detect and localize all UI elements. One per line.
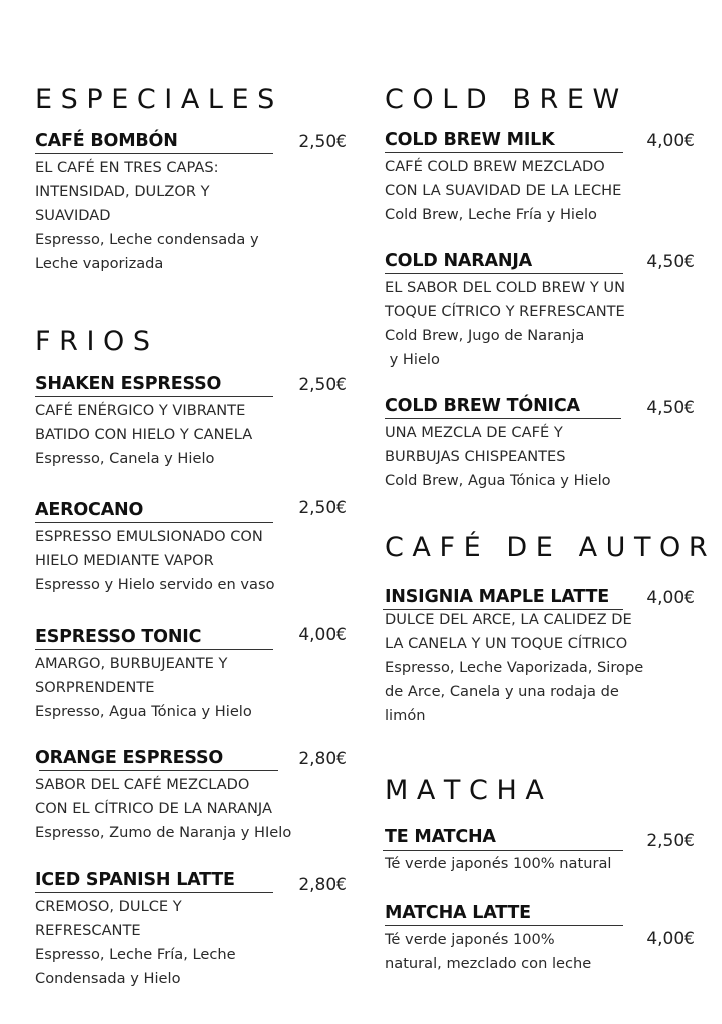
menu-item-espresso-tonic xyxy=(35,626,347,724)
item-description xyxy=(385,608,695,728)
item-underline xyxy=(385,273,623,274)
item-price: 4,00€ xyxy=(646,131,695,151)
description-line: INTENSIDAD, DULZOR Y xyxy=(35,183,210,200)
menu-item-cafe-bombon xyxy=(35,130,347,276)
ingredients-line: Espresso, Zumo de Naranja y HIelo xyxy=(35,824,292,841)
item-name: COLD BREW TÓNICA xyxy=(385,396,580,416)
description-line: EL CAFÉ EN TRES CAPAS: xyxy=(35,159,219,176)
item-name: SHAKEN ESPRESSO xyxy=(35,374,222,394)
ingredients-line: Espresso y Hielo servido en vaso xyxy=(35,576,275,593)
description-line: LA CANELA Y UN TOQUE CÍTRICO xyxy=(385,635,628,652)
description-line: CON EL CÍTRICO DE LA NARANJA xyxy=(35,800,272,817)
menu-item-aerocano xyxy=(35,499,347,597)
menu-item-cold-brew-milk xyxy=(385,129,695,227)
item-underline xyxy=(39,770,278,771)
item-name: CAFÉ BOMBÓN xyxy=(35,131,178,151)
item-price: 2,50€ xyxy=(646,831,695,851)
description-line: SABOR DEL CAFÉ MEZCLADO xyxy=(35,776,250,793)
description-line: TOQUE CÍTRICO Y REFRESCANTE xyxy=(385,303,625,320)
item-underline xyxy=(385,925,623,926)
item-description xyxy=(35,895,347,991)
menu-item-matcha-latte xyxy=(385,902,695,976)
description-line: EL SABOR DEL COLD BREW Y UN xyxy=(385,279,626,296)
ingredients-line: Espresso, Leche Vaporizada, Sirope xyxy=(385,659,644,676)
item-name: MATCHA LATTE xyxy=(385,903,531,923)
item-description xyxy=(385,852,695,876)
item-price: 2,50€ xyxy=(298,498,347,518)
description-line: Té verde japonés 100% natural xyxy=(385,855,612,872)
item-underline xyxy=(35,522,273,523)
ingredients-line: Espresso, Agua Tónica y Hielo xyxy=(35,703,252,720)
menu-item-insignia-maple-latte xyxy=(385,586,695,728)
item-name: COLD BREW MILK xyxy=(385,130,555,150)
ingredients-line: de Arce, Canela y una rodaja de xyxy=(385,683,619,700)
item-description xyxy=(35,773,347,845)
item-underline xyxy=(35,396,273,397)
ingredients-line: y Hielo xyxy=(385,351,440,368)
item-name: COLD NARANJA xyxy=(385,251,532,271)
item-underline xyxy=(383,609,623,610)
description-line: DULCE DEL ARCE, LA CALIDEZ DE xyxy=(385,611,632,628)
item-price: 2,80€ xyxy=(298,875,347,895)
item-price: 4,50€ xyxy=(646,398,695,418)
ingredients-line: Cold Brew, Leche Fría y Hielo xyxy=(385,206,597,223)
description-line: SUAVIDAD xyxy=(35,207,111,224)
ingredients-line: limón xyxy=(385,707,426,724)
menu-item-te-matcha xyxy=(385,826,695,876)
item-name: AEROCANO xyxy=(35,500,144,520)
menu-item-cold-brew-tonica xyxy=(385,395,695,493)
item-name: ESPRESSO TONIC xyxy=(35,627,202,647)
item-underline xyxy=(383,850,623,851)
item-price: 2,50€ xyxy=(298,132,347,152)
section-title-cold-brew: C O L D B R E W xyxy=(385,84,620,115)
ingredients-line: Condensada y Hielo xyxy=(35,970,181,987)
ingredients-line: Cold Brew, Jugo de Naranja xyxy=(385,327,585,344)
menu-item-shaken-espresso xyxy=(35,373,347,471)
item-price: 4,50€ xyxy=(646,252,695,272)
description-line: ESPRESSO EMULSIONADO CON xyxy=(35,528,263,545)
description-line: REFRESCANTE xyxy=(35,922,141,939)
item-description xyxy=(385,155,695,227)
item-description xyxy=(385,421,695,493)
description-line: SORPRENDENTE xyxy=(35,679,155,696)
item-underline xyxy=(35,153,273,154)
item-price: 2,80€ xyxy=(298,749,347,769)
description-line: BATIDO CON HIELO Y CANELA xyxy=(35,426,253,443)
item-name: TE MATCHA xyxy=(385,827,496,847)
section-title-cafe-de-autor: C A F É D E A U T O R xyxy=(385,532,708,563)
description-line: natural, mezclado con leche xyxy=(385,955,592,972)
item-underline xyxy=(35,649,273,650)
item-description xyxy=(385,276,695,372)
item-description xyxy=(35,156,347,276)
description-line: BURBUJAS CHISPEANTES xyxy=(385,448,566,465)
menu-item-iced-spanish-latte xyxy=(35,869,347,991)
item-price: 4,00€ xyxy=(646,929,695,949)
section-title-especiales: E S P E C I A L E S xyxy=(35,84,275,115)
section-title-matcha: M A T C H A xyxy=(385,775,544,806)
item-name: INSIGNIA MAPLE LATTE xyxy=(385,587,609,607)
item-description xyxy=(35,399,347,471)
item-price: 4,00€ xyxy=(646,588,695,608)
description-line: Té verde japonés 100% xyxy=(385,931,555,948)
ingredients-line: Leche vaporizada xyxy=(35,255,164,272)
description-line: CAFÉ ENÉRGICO Y VIBRANTE xyxy=(35,402,246,419)
item-underline xyxy=(385,152,623,153)
item-underline xyxy=(385,418,621,419)
ingredients-line: Espresso, Canela y Hielo xyxy=(35,450,215,467)
item-name: ICED SPANISH LATTE xyxy=(35,870,235,890)
item-name: ORANGE ESPRESSO xyxy=(35,748,224,768)
ingredients-line: Cold Brew, Agua Tónica y Hielo xyxy=(385,472,611,489)
description-line: HIELO MEDIANTE VAPOR xyxy=(35,552,214,569)
item-description xyxy=(35,652,347,724)
item-underline xyxy=(35,892,273,893)
menu-item-cold-naranja xyxy=(385,250,695,372)
menu-item-orange-espresso xyxy=(35,747,347,845)
description-line: CREMOSO, DULCE Y xyxy=(35,898,182,915)
item-description xyxy=(35,525,347,597)
item-price: 4,00€ xyxy=(298,625,347,645)
description-line: CON LA SUAVIDAD DE LA LECHE xyxy=(385,182,622,199)
ingredients-line: Espresso, Leche Fría, Leche xyxy=(35,946,236,963)
section-title-frios: F R I O S xyxy=(35,326,150,357)
description-line: AMARGO, BURBUJEANTE Y xyxy=(35,655,228,672)
item-price: 2,50€ xyxy=(298,375,347,395)
description-line: CAFÉ COLD BREW MEZCLADO xyxy=(385,158,605,175)
ingredients-line: Espresso, Leche condensada y xyxy=(35,231,259,248)
description-line: UNA MEZCLA DE CAFÉ Y xyxy=(385,424,563,441)
